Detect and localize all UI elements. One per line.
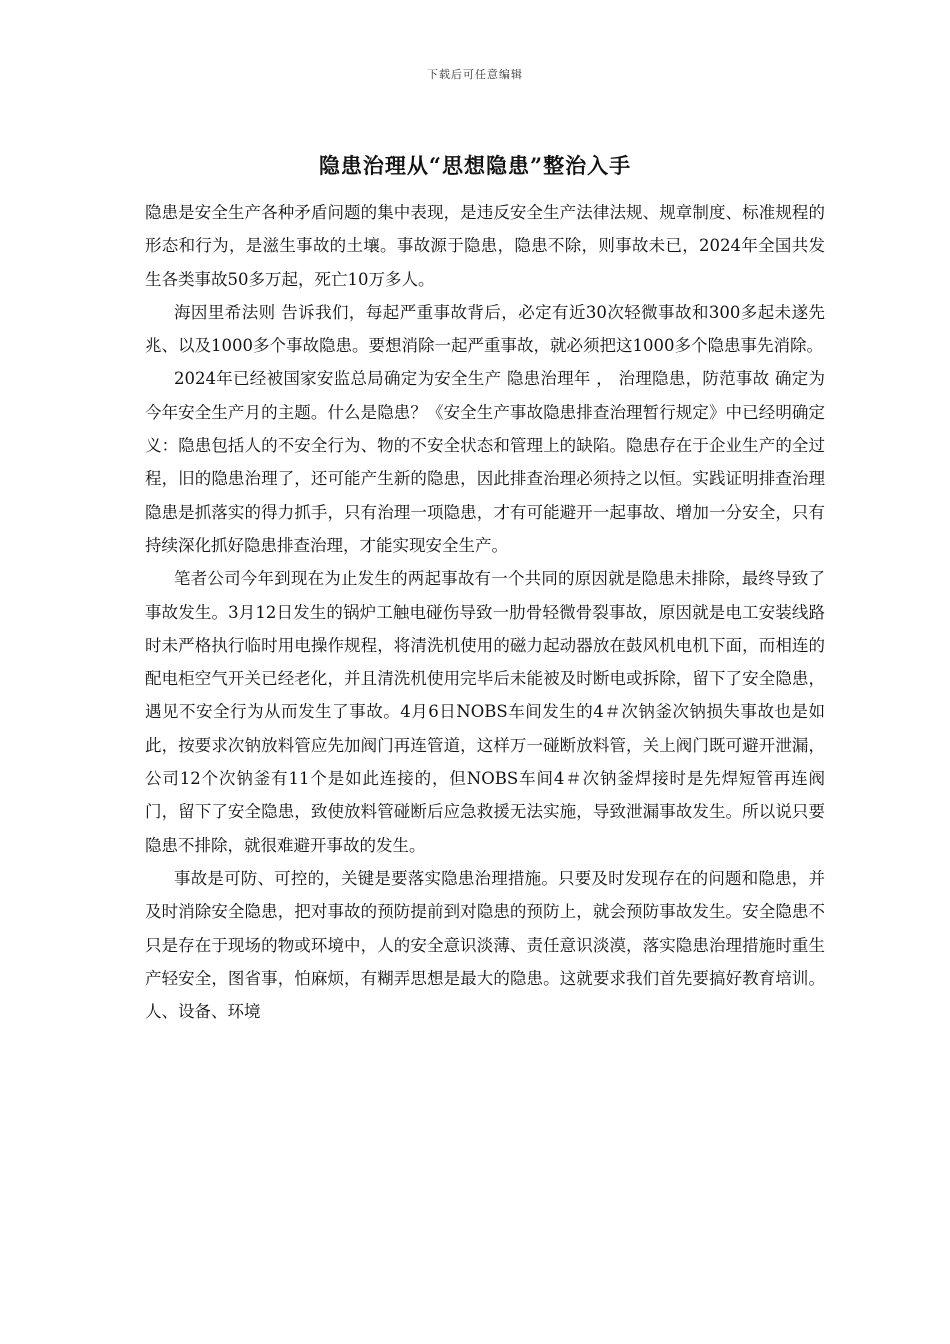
paragraph-2: 海因里希法则 告诉我们，每起严重事故背后，必定有近30次轻微事故和300多起未遂先兆、以及1000多个事故隐患。要想消除一起严重事故，就必须把这1000多个隐患事先消除。	[145, 302, 825, 356]
paragraph-5: 事故是可防、可控的，关键是要落实隐患治理措施。只要及时发现存在的问题和隐患，并及时消除安全隐患，把对事故的预防提前到对隐患的预防上，就会预防事故发生。安全隐患不只是存在于现场的物或环境中，人的安全意识淡薄、责任意识淡漠，落实隐患治理措施时重生产轻安全，图省事，怕麻烦，有糊弄思想是最大的隐患。这就要求我们首先要搞好教育培训。人、设备、环境	[145, 868, 825, 1022]
header-note: 下载后可任意编辑	[427, 68, 523, 81]
document-title: 隐患治理从“思想隐患”整治入手	[318, 153, 632, 178]
paragraph-4: 笔者公司今年到现在为止发生的两起事故有一个共同的原因就是隐患未排除，最终导致了事故发生。3月12日发生的锅炉工触电碰伤导致一肋骨轻微骨裂事故，原因就是电工安装线路时未严格执行临时用电操作规程，将清洗机使用的磁力起动器放在鼓风机电机下面，而相连的配电柜空气开关已经老化，并且清洗机使用完毕后未能被及时断电或拆除，留下了安全隐患，遇见不安全行为从而发生了事故。4月6日NOBS车间发生的4＃次钠釜次钠损失事故也是如此，按要求次钠放料管应先加阀门再连管道，这样万一碰断放料管，关上阀门既可避开泄漏，公司12个次钠釜有11个是如此连接的，但NOBS车间4＃次钠釜焊接时是先焊短管再连阀门，留下了安全隐患，致使放料管碰断后应急救援无法实施，导致泄漏事故发生。所以说只要隐患不排除，就很难避开事故的发生。	[145, 569, 825, 855]
paragraph-1: 隐患是安全生产各种矛盾问题的集中表现，是违反安全生产法律法规、规章制度、标准规程的形态和行为，是滋生事故的土壤。事故源于隐患，隐患不除，则事故未已，2024年全国共发生各类事故50多万起，死亡10万多人。	[145, 203, 825, 289]
document-body	[145, 196, 825, 1028]
paragraph-3: 2024年已经被国家安监总局确定为安全生产 隐患治理年 ， 治理隐患，防范事故 确定为今年安全生产月的主题。什么是隐患？《安全生产事故隐患排查治理暂行规定》中已经明确定义：隐患包括人的不安全行为、物的不安全状态和管理上的缺陷。隐患存在于企业生产的全过程，旧的隐患治理了，还可能产生新的隐患，因此排查治理必须持之以恒。实践证明排查治理隐患是抓落实的得力抓手，只有治理一项隐患，才有可能避开一起事故、增加一分安全，只有持续深化抓好隐患排查治理，才能实现安全生产。	[145, 369, 825, 555]
